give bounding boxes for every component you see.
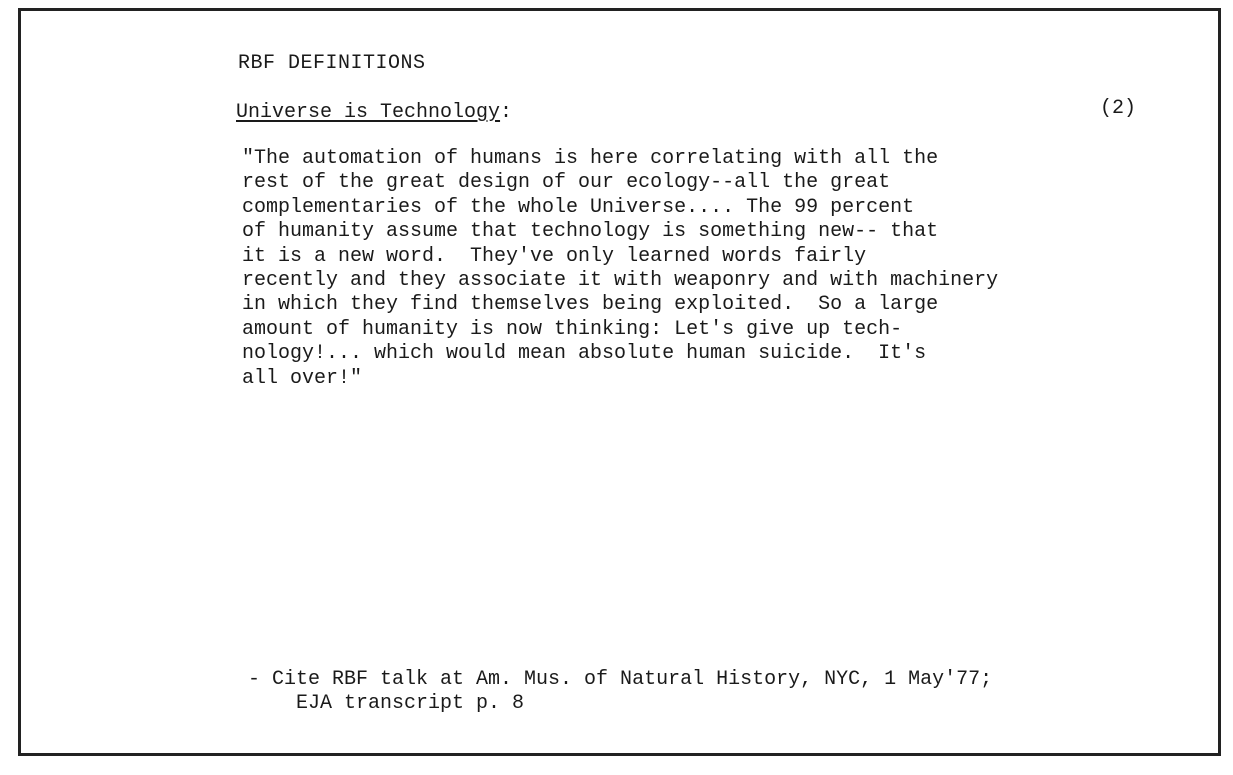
citation <box>248 668 992 716</box>
quote-line: it is a new word. They've only learned words fairly <box>242 244 867 268</box>
quote-line: recently and they associate it with weaponry and with machinery <box>242 269 999 293</box>
quote-line: rest of the great design of our ecology--all the great <box>242 171 891 195</box>
quote-line: in which they find themselves being exploited. So a large <box>242 293 939 317</box>
quote-line: complementaries of the whole Universe.... The 99 percent <box>242 195 915 219</box>
citation-line: EJA transcript p. 8 <box>248 692 525 715</box>
quote-line: of humanity assume that technology is something new-- that <box>242 220 939 244</box>
subject-colon: : <box>500 101 513 124</box>
quote-line: amount of humanity is now thinking: Let's give up tech- <box>242 317 903 341</box>
subject-title: Universe is Technology <box>236 101 501 124</box>
quote-line: all over!" <box>242 366 363 390</box>
quote-body <box>242 147 1142 391</box>
quote-line: nology!... which would mean absolute human suicide. It's <box>242 342 927 366</box>
card-heading: RBF DEFINITIONS <box>238 52 426 75</box>
subject-heading <box>236 101 512 124</box>
citation-line: - Cite RBF talk at Am. Mus. of Natural History, NYC, 1 May'77; <box>248 668 993 691</box>
page-number: (2) <box>1100 97 1137 120</box>
quote-line: "The automation of humans is here correlating with all the <box>242 147 939 170</box>
